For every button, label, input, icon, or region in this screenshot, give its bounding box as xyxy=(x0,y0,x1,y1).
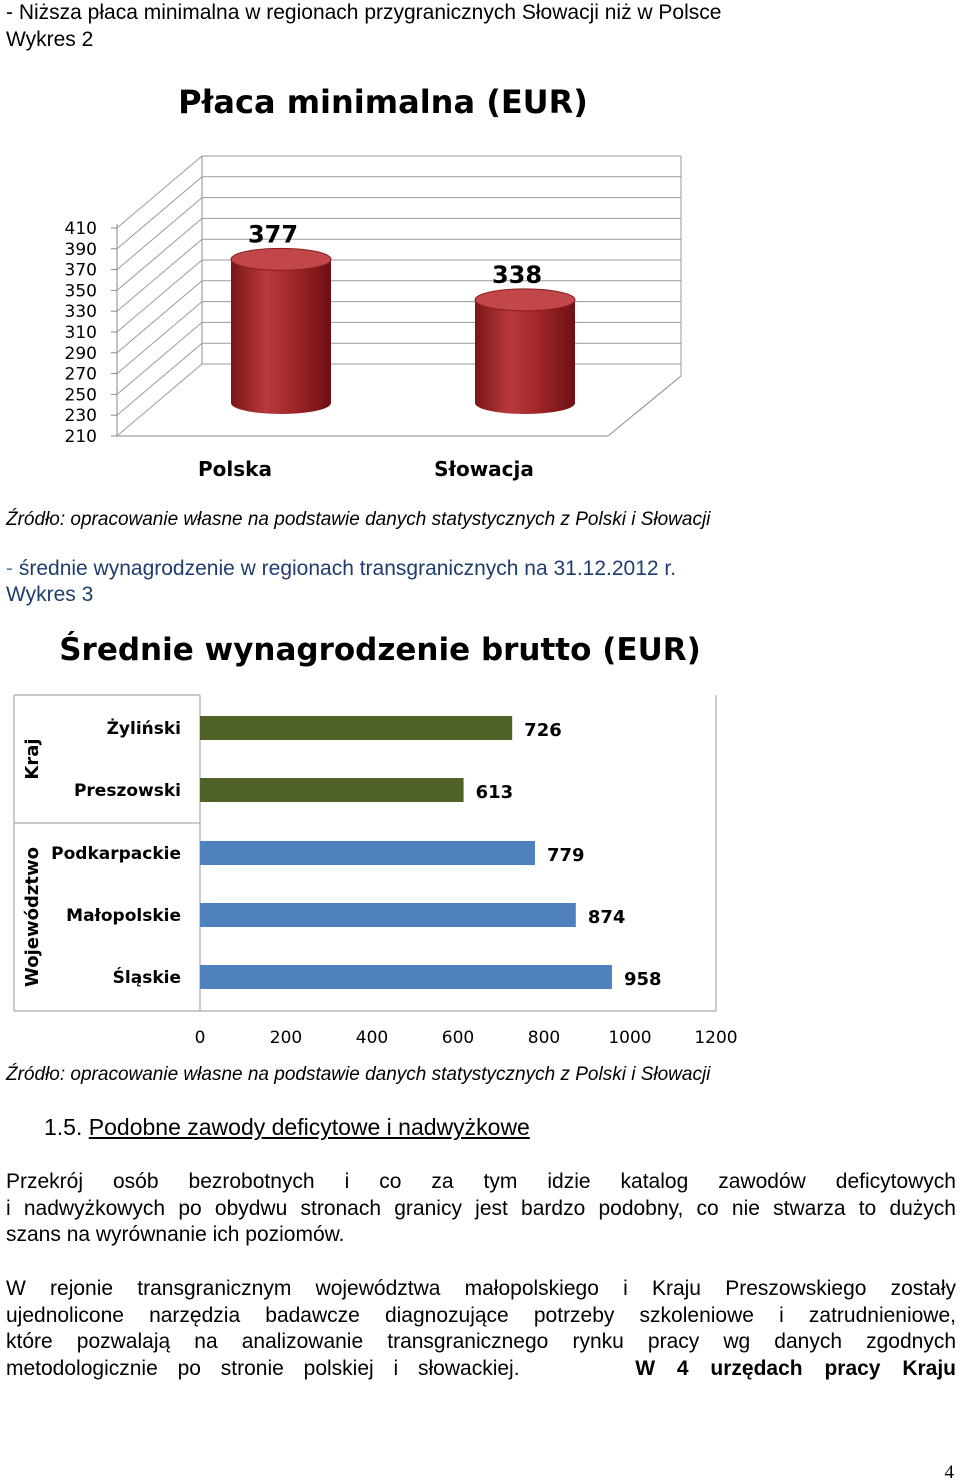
heading-text: średnie wynagrodzenie w regionach transgranicznych na 31.12.2012 r. xyxy=(18,557,677,580)
gridline-side xyxy=(117,364,202,436)
gridline-side xyxy=(117,156,202,228)
bar-Polska xyxy=(231,248,331,414)
bar xyxy=(200,965,612,989)
y-tick-label: 270 xyxy=(64,364,97,385)
gridline-side xyxy=(117,177,202,249)
chart-title: Płaca minimalna (EUR) xyxy=(178,83,588,121)
y-tick-label: 230 xyxy=(64,406,97,427)
floor-side xyxy=(608,376,681,436)
category-label: Śląskie xyxy=(112,968,181,988)
group-label: Kraj xyxy=(22,738,43,780)
bars xyxy=(231,220,575,414)
gridline-side xyxy=(117,218,202,290)
y-tick-label: 330 xyxy=(64,302,97,323)
category-label: Preszowski xyxy=(73,781,181,801)
y-tick-label: 250 xyxy=(64,385,97,406)
category-label: Polska xyxy=(198,457,272,481)
paragraph-1 xyxy=(6,1169,956,1249)
data-label: 613 xyxy=(475,782,514,803)
page-number: 4 xyxy=(944,1462,954,1483)
chart-title: Średnie wynagrodzenie brutto (EUR) xyxy=(59,632,701,668)
x-tick-label: 600 xyxy=(441,1028,475,1048)
paragraph-line: szans na wyrównanie ich poziomów. xyxy=(6,1223,345,1246)
y-tick-label: 350 xyxy=(64,281,97,302)
x-tick-label: 1200 xyxy=(694,1028,738,1048)
paragraph-line: Przekrój osób bezrobotnych i co za tym idzie katalog zawodów deficytowych xyxy=(6,1170,956,1193)
average-salary-chart xyxy=(0,615,760,1055)
section-heading-2 xyxy=(6,556,676,582)
paragraph-line: ujednolicone narzędzia badawcze diagnozujące potrzeby szkoleniowe i zatrudnieniowe, xyxy=(6,1303,956,1327)
section-title-text: Podobne zawody deficytowe i nadwyżkowe xyxy=(88,1114,530,1140)
section-number: 1.5. xyxy=(44,1114,83,1140)
cylinder-top xyxy=(231,248,331,270)
paragraph-line: W rejonie transgranicznym województwa małopolskiego i Kraju Preszowskiego zostały xyxy=(6,1277,956,1300)
paragraph-text: metodologicznie po stronie polskiej i słowackiej. xyxy=(6,1356,520,1380)
group-label: Województwo xyxy=(22,847,43,987)
paragraph-2 xyxy=(6,1276,956,1382)
x-axis-ticks xyxy=(195,1028,738,1048)
gridline-side xyxy=(117,260,202,332)
gridline-side xyxy=(117,239,202,311)
y-tick-label: 410 xyxy=(64,219,97,239)
cylinder-body xyxy=(231,259,331,414)
bar xyxy=(200,716,512,740)
paragraph-line: które pozwalają na analizowanie transgranicznego rynku pracy wg danych zgodnych xyxy=(6,1330,956,1353)
data-label: 874 xyxy=(587,907,626,928)
cylinder-body xyxy=(475,300,575,414)
gridline-side xyxy=(117,198,202,270)
x-tick-label: 1000 xyxy=(608,1028,652,1048)
figure-label: Wykres 2 xyxy=(6,28,94,51)
figure-label-2: Wykres 3 xyxy=(6,583,94,606)
paragraph-line-last xyxy=(6,1356,956,1383)
bar xyxy=(200,841,535,865)
chart-grid xyxy=(111,156,681,436)
minimum-wage-chart xyxy=(0,70,760,490)
category-label: Małopolskie xyxy=(66,906,181,926)
gridline-side xyxy=(117,343,202,415)
source-caption-2: Źródło: opracowanie własne na podstawie danych statystycznych z Polski i Słowacji xyxy=(6,1064,711,1085)
y-tick-label: 210 xyxy=(64,427,97,447)
paragraph-bold-text: W 4 urzędach pracy Kraju xyxy=(635,1356,956,1380)
x-tick-label: 0 xyxy=(194,1028,206,1048)
y-tick-label: 370 xyxy=(64,260,97,281)
section-heading: - Niższa płaca minimalna w regionach przygranicznych Słowacji niż w Polsce xyxy=(6,1,722,24)
gridline-side xyxy=(117,322,202,394)
category-label: Żyliński xyxy=(106,719,181,739)
bar xyxy=(200,903,576,927)
section-title xyxy=(44,1113,530,1141)
data-label: 779 xyxy=(546,845,585,866)
gridline-side xyxy=(117,281,202,353)
y-axis-ticks xyxy=(65,219,97,447)
bar xyxy=(200,778,464,802)
x-tick-label: 800 xyxy=(527,1028,561,1048)
y-tick-label: 310 xyxy=(64,323,97,343)
x-tick-label: 200 xyxy=(269,1028,303,1048)
data-label: 338 xyxy=(491,260,543,289)
data-label: 377 xyxy=(247,220,299,249)
heading-dash: - xyxy=(6,557,13,580)
x-tick-label: 400 xyxy=(355,1028,389,1048)
category-labels xyxy=(198,457,534,481)
y-tick-label: 290 xyxy=(64,343,97,364)
category-label: Podkarpackie xyxy=(51,844,181,864)
gridline-side xyxy=(117,302,202,374)
bars xyxy=(51,716,661,990)
cylinder-top xyxy=(475,289,575,311)
bar-Słowacja xyxy=(475,289,575,414)
source-caption: Źródło: opracowanie własne na podstawie danych statystycznych z Polski i Słowacji xyxy=(6,509,711,530)
data-label: 726 xyxy=(524,720,562,741)
y-tick-label: 390 xyxy=(64,239,97,260)
category-label: Słowacja xyxy=(434,457,534,481)
data-label: 958 xyxy=(623,969,662,990)
paragraph-line: i nadwyżkowych po obydwu stronach granicy jest bardzo podobny, co nie stwarza to dużych xyxy=(6,1196,956,1220)
